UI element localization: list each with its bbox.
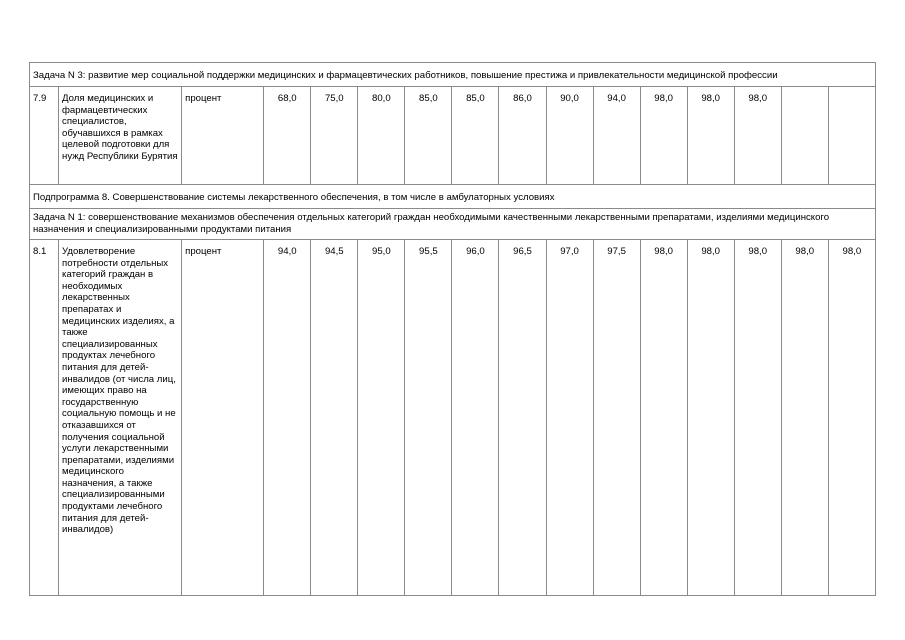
table-row-task-1 <box>30 209 876 240</box>
value-cell: 98,0 <box>734 87 781 185</box>
row-code: 7.9 <box>30 87 59 185</box>
value-cell: 98,0 <box>734 240 781 596</box>
task-3-header: Задача N 3: развитие мер социальной поддержки медицинских и фармацевтических работников, повышение престижа и привлекательности медицинской профессии <box>30 63 876 87</box>
row-name: Доля медицинских и фармацевтических специалистов, обучавшихся в рамках целевой подготовки для нужд Республики Бурятия <box>59 87 182 185</box>
value-cell: 96,0 <box>452 240 499 596</box>
value-cell: 98,0 <box>687 87 734 185</box>
value-cell: 95,0 <box>358 240 405 596</box>
value-cell: 98,0 <box>828 240 875 596</box>
value-cell: 94,5 <box>311 240 358 596</box>
task-1-header: Задача N 1: совершенствование механизмов обеспечения отдельных категорий граждан необходимыми качественными лекарственными препаратами, изделиями медицинского назначения и специализированными продуктами питания <box>30 209 876 240</box>
value-cell: 86,0 <box>499 87 546 185</box>
value-cell: 94,0 <box>593 87 640 185</box>
value-cell: 85,0 <box>405 87 452 185</box>
table-row-task-3 <box>30 63 876 87</box>
table-row-subprogram-8 <box>30 185 876 209</box>
value-cell: 98,0 <box>687 240 734 596</box>
indicators-table <box>29 62 876 596</box>
subprogram-8-header: Подпрограмма 8. Совершенствование системы лекарственного обеспечения, в том числе в амбулаторных условиях <box>30 185 876 209</box>
row-unit: процент <box>182 240 264 596</box>
row-unit: процент <box>182 87 264 185</box>
value-cell: 95,5 <box>405 240 452 596</box>
row-code: 8.1 <box>30 240 59 596</box>
value-cell: 85,0 <box>452 87 499 185</box>
row-name: Удовлетворение потребности отдельных категорий граждан в необходимых лекарственных препаратах и медицинских изделиях, а также специализированных продуктах лечебного питания для детей-инвалидов (от числа лиц, имеющих право на государственную социальную помощь и не отказавшихся от получения социальной услуги лекарственными препаратами, изделиями медицинского назначения, а также специализированными продуктами лечебного питания для детей-инвалидов) <box>59 240 182 596</box>
value-cell <box>781 87 828 185</box>
value-cell: 98,0 <box>640 87 687 185</box>
value-cell: 68,0 <box>264 87 311 185</box>
value-cell: 98,0 <box>781 240 828 596</box>
value-cell: 97,0 <box>546 240 593 596</box>
value-cell: 97,5 <box>593 240 640 596</box>
value-cell: 98,0 <box>640 240 687 596</box>
value-cell: 96,5 <box>499 240 546 596</box>
table-row <box>30 240 876 596</box>
table-row <box>30 87 876 185</box>
value-cell <box>828 87 875 185</box>
value-cell: 80,0 <box>358 87 405 185</box>
value-cell: 75,0 <box>311 87 358 185</box>
value-cell: 90,0 <box>546 87 593 185</box>
value-cell: 94,0 <box>264 240 311 596</box>
